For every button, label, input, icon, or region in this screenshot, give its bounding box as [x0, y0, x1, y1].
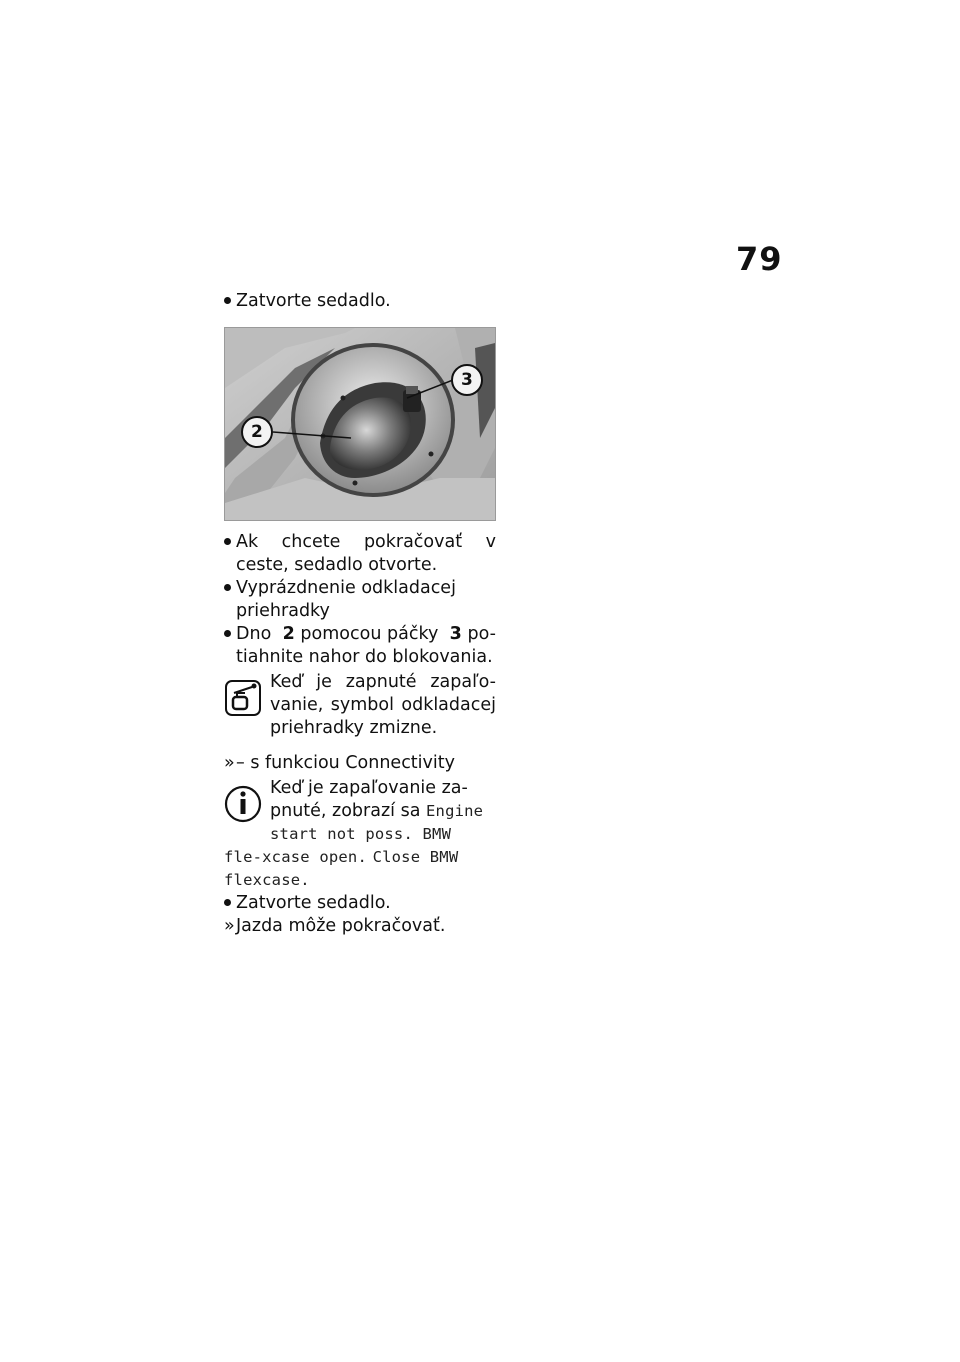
result-text: Jazda môže pokračovať. — [236, 916, 446, 936]
callout-3-label: 3 — [461, 370, 473, 390]
step-text-b: pomocou páčky — [300, 624, 439, 644]
storage-compartment-figure — [224, 327, 496, 521]
step-text: Ak chcete pokračovať v ceste, sedadlo otvorte. — [236, 532, 496, 575]
page-number: 79 — [736, 240, 783, 278]
ref-number-3: 3 — [449, 624, 462, 644]
result-ride-continue — [224, 915, 496, 938]
result-marker: » — [224, 916, 235, 936]
result-text: – s funkciou Connectivity — [236, 753, 455, 773]
step-open-seat — [224, 531, 496, 577]
step-close-seat — [224, 290, 496, 313]
note-compartment-symbol — [224, 671, 496, 740]
step-text: Zatvorte sedadlo. — [236, 291, 391, 311]
compartment-photo — [225, 328, 495, 520]
bullet-marker — [224, 531, 236, 554]
step-empty-compartment — [224, 577, 496, 623]
bullet-marker — [224, 892, 236, 915]
step-text: Zatvorte sedadlo. — [236, 893, 391, 913]
display-message-1: Engine start not poss. BMW fle-xcase open. — [224, 802, 484, 866]
compartment-icon — [224, 675, 264, 719]
ref-number-2: 2 — [282, 624, 295, 644]
step-text-c: po-tiahnite nahor do blokovania. — [236, 624, 496, 667]
info-icon — [224, 781, 264, 825]
bullet-marker — [224, 290, 236, 313]
step-text-a: Dno — [236, 624, 272, 644]
note-text: Keď je zapaľovanie za-pnuté, zobrazí sa — [270, 778, 468, 821]
note-flexcase-message — [224, 777, 496, 892]
result-marker: » — [224, 753, 235, 773]
result-connectivity — [224, 752, 496, 775]
callout-2-label: 2 — [251, 422, 263, 442]
step-pull-lever — [224, 623, 496, 669]
step-close-seat-final — [224, 892, 496, 915]
bullet-marker — [224, 577, 236, 600]
content-column — [224, 290, 496, 938]
note-text: Keď je zapnuté zapaľo-vanie, symbol odkladacej priehradky zmizne. — [270, 672, 496, 738]
display-message-2: Close BMW flexcase. — [224, 848, 459, 889]
step-text: Vyprázdnenie odkladacej priehradky — [236, 578, 456, 621]
bullet-marker — [224, 623, 236, 646]
